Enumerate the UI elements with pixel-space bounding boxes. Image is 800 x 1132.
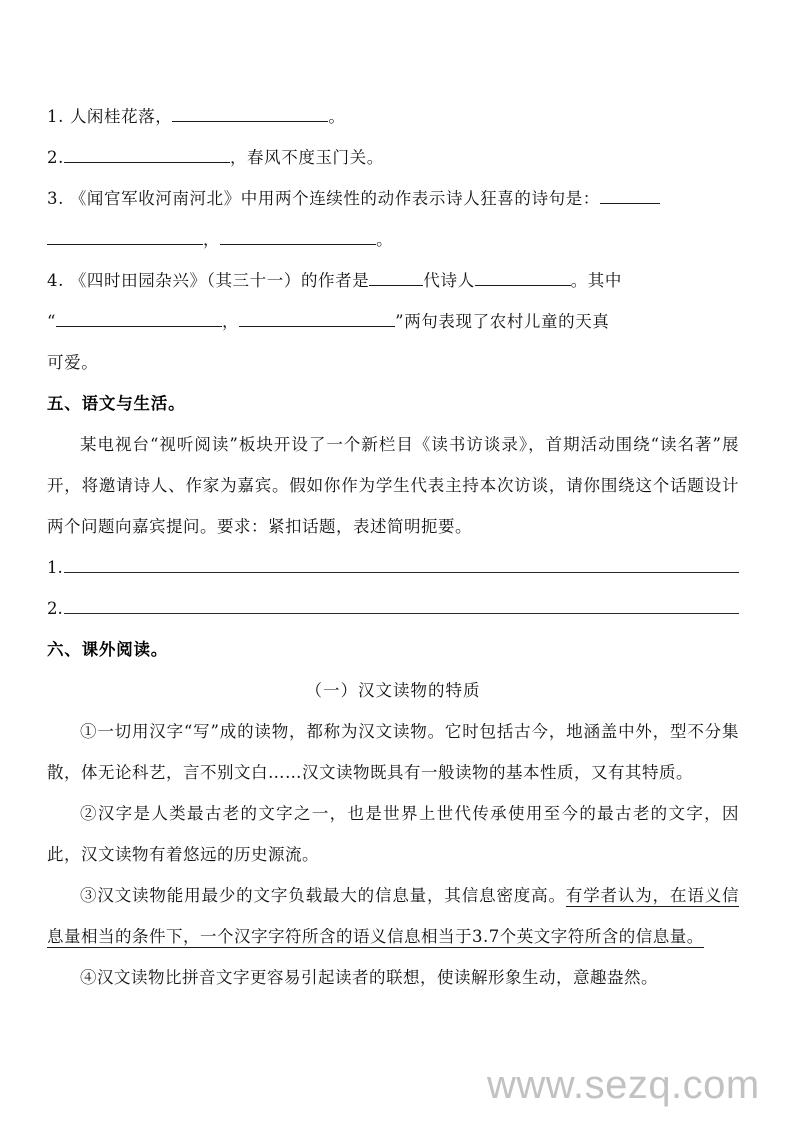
section-six-heading: 六、课外阅读。 [47,640,169,659]
item-text: 《闻官军收河南河北》中用两个连续性的动作表示诗人狂喜的诗句是： [69,189,600,208]
item-text-after: 。 [328,107,346,126]
separator: ， [203,230,221,249]
site-watermark: www.sezq.com [487,1063,760,1107]
paragraph-text: 汉文读物能用最少的文字负载最大的信息量，其信息密度高。 [97,886,566,905]
answer-number: 2. [47,599,63,618]
fill-in-item-4-line-1 [47,260,739,301]
fill-in-item-3-line-1 [47,178,739,219]
blank-field[interactable] [475,269,571,287]
fill-in-item-1 [47,96,739,137]
paragraph-text: 一切用汉字“写”成的读物，都称为汉文读物。它时包括古今，地涵盖中外，型不分集散，体无论科艺，言不别文白……汉文读物既具有一般读物的基本性质，又有其特质。 [47,722,740,782]
fill-in-item-4-line-3 [47,342,739,383]
blank-field[interactable] [369,269,423,287]
quote-open: “ [47,312,57,331]
answer-write-line[interactable] [64,556,739,573]
paragraph-text: 汉文读物比拼音文字更容易引起读者的联想，使读解形象生动，意趣盎然。 [97,968,658,987]
passage-paragraph-1 [47,711,739,793]
item-number: 2. [47,148,64,167]
item-number: 4. [47,271,64,290]
item-text-after: ，春风不度玉门关。 [229,148,384,167]
fill-in-item-3-line-2 [47,219,739,260]
answer-number: 1. [47,558,63,577]
section-five-answer-row-1 [47,547,739,588]
item-text-c: 。其中 [570,271,622,290]
paragraph-marker: ④ [80,968,97,987]
item-text-b: 代诗人 [423,271,475,290]
separator: ， [222,312,240,331]
passage-paragraph-2 [47,793,739,875]
section-five-answer-row-2 [47,588,739,629]
item-text-a: 《四时田园杂兴》（其三十一）的作者是 [69,271,370,290]
blank-field[interactable] [220,228,376,246]
item-text-before: 人闲桂花落， [69,107,173,126]
terminator: 。 [376,230,394,249]
answer-write-line[interactable] [64,597,739,614]
item-text: 可爱。 [47,353,99,372]
page-content [47,96,739,998]
paragraph-text: 汉字是人类最古老的文字之一，也是世界上世代传承使用至今的最古老的文字，因此，汉文读物有着悠远的历史源流。 [47,804,740,864]
item-number: 1. [47,107,64,126]
blank-field[interactable] [64,146,230,164]
fill-in-item-2 [47,137,739,178]
section-five-prompt: 某电视台“视听阅读”板块开设了一个新栏目《读书访谈录》，首期活动围绕“读名著”展开，将邀请诗人、作家为嘉宾。假如你作为学生代表主持本次访谈，请你围绕这个话题设计两个问题向嘉宾提问。要求：紧扣话题，表述简明扼要。 [47,435,739,536]
passage-paragraph-3 [47,875,739,957]
item-number: 3. [47,189,64,208]
passage-title: （一）汉文读物的特质 [305,681,481,700]
blank-field[interactable] [56,310,222,328]
paragraph-marker: ③ [80,886,98,905]
blank-field[interactable] [47,228,203,246]
blank-field[interactable] [239,310,395,328]
blank-field[interactable] [600,187,660,205]
blank-field[interactable] [172,105,328,123]
paragraph-marker: ② [80,804,98,823]
paragraph-marker: ① [80,722,98,741]
passage-paragraph-4 [47,957,739,998]
paragraph-text-emphasized: 有学者认为，在语义信息量相当的条件下，一个汉字字符所含的语义信息相当于3.7个英文字符所含的信息量。 [47,886,740,946]
fill-in-item-4-line-2 [47,301,739,342]
section-five-heading: 五、语文与生活。 [47,394,186,413]
item-text-close: ”两句表现了农村儿童的天真 [395,312,610,331]
